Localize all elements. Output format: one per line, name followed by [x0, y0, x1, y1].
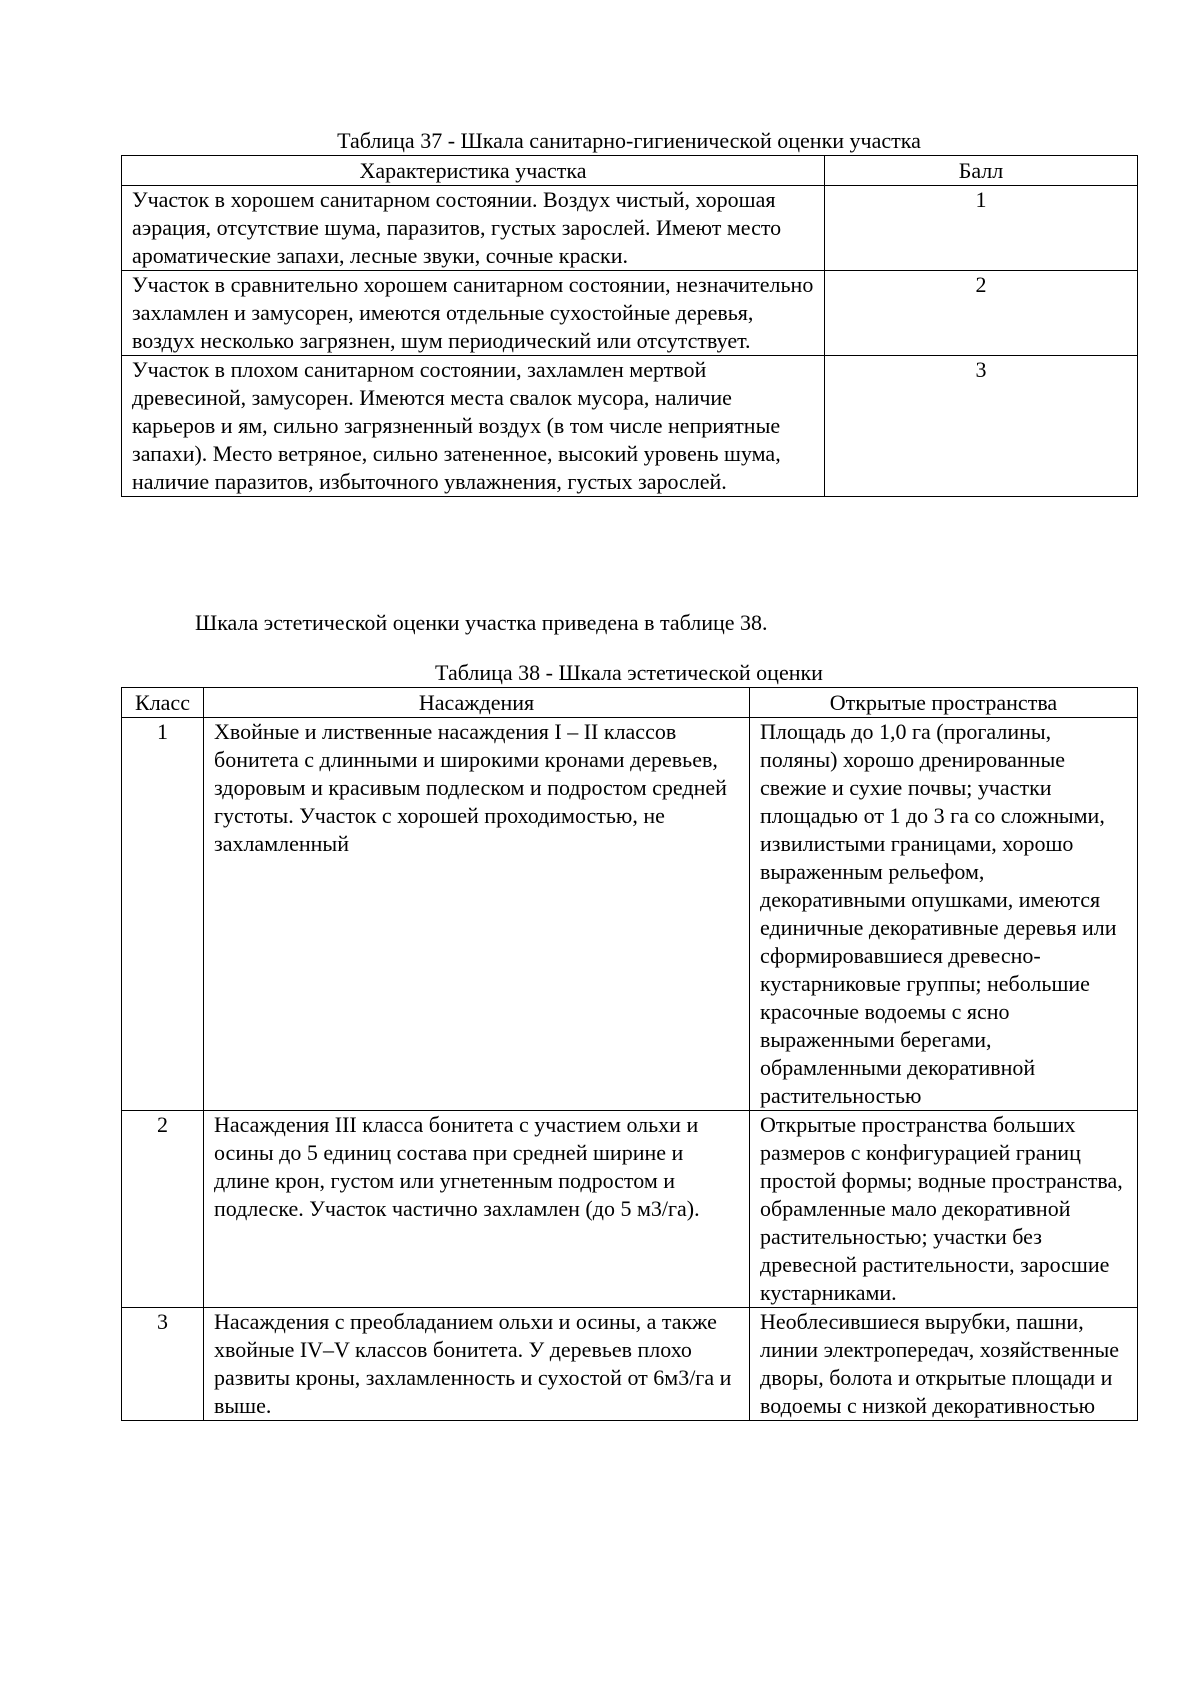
header-score: Балл — [825, 156, 1138, 186]
row-open-spaces: Открытые пространства больших размеров с конфигурацией границ простой формы; водные пространства, обрамленные мало декоративной растительностью; участки без древесной растительности, заросшие кустарниками. — [750, 1111, 1138, 1308]
row-score: 1 — [825, 186, 1138, 271]
table-header-row — [122, 688, 1138, 718]
sanitary-hygienic-scale-table — [121, 155, 1138, 497]
table-row — [122, 1308, 1138, 1421]
table38-caption: Таблица 38 - Шкала эстетической оценки — [435, 660, 823, 685]
row-plantings: Насаждения III класса бонитета с участием ольхи и осины до 5 единиц состава при средней ширине и длине крон, густом или угнетенным подростом и подлеске. Участок частично захламлен (до 5 м3/га). — [204, 1111, 750, 1308]
row-plantings: Насаждения с преобладанием ольхи и осины, а также хвойные IV–V классов бонитета. У деревьев плохо развиты кроны, захламленность и сухостой от 6м3/га и выше. — [204, 1308, 750, 1421]
body-paragraph: Шкала эстетической оценки участка приведена в таблице 38. — [195, 610, 768, 635]
row-score: 2 — [825, 271, 1138, 356]
header-open-spaces: Открытые пространства — [750, 688, 1138, 718]
header-class: Класс — [122, 688, 204, 718]
table-row — [122, 718, 1138, 1111]
row-open-spaces: Необлесившиеся вырубки, пашни, линии электропередач, хозяйственные дворы, болота и открытые площади и водоемы с низкой декоративностью — [750, 1308, 1138, 1421]
table-row — [122, 1111, 1138, 1308]
header-plantings: Насаждения — [204, 688, 750, 718]
row-class: 2 — [122, 1111, 204, 1308]
aesthetic-scale-table — [121, 687, 1138, 1421]
row-characteristic: Участок в сравнительно хорошем санитарном состоянии, незначительно захламлен и замусорен, имеются отдельные сухостойные деревья, воздух несколько загрязнен, шум периодический или отсутствует. — [122, 271, 825, 356]
row-score: 3 — [825, 356, 1138, 497]
row-class: 1 — [122, 718, 204, 1111]
row-characteristic: Участок в плохом санитарном состоянии, захламлен мертвой древесиной, замусорен. Имеются места свалок мусора, наличие карьеров и ям, сильно загрязненный воздух (в том числе неприятные запахи). Место ветряное, сильно затененное, высокий уровень шума, наличие паразитов, избыточного увлажнения, густых зарослей. — [122, 356, 825, 497]
table37-caption: Таблица 37 - Шкала санитарно-гигиенической оценки участка — [337, 128, 921, 153]
table-row — [122, 186, 1138, 271]
table-header-row — [122, 156, 1138, 186]
row-open-spaces: Площадь до 1,0 га (прогалины, поляны) хорошо дренированные свежие и сухие почвы; участки площадью от 1 до 3 га со сложными, извилистыми границами, хорошо выраженным рельефом, декоративными опушками, имеются единичные декоративные деревья или сформировавшиеся древесно-кустарниковые группы; небольшие красочные водоемы с ясно выраженными берегами, обрамленными декоративной растительностью — [750, 718, 1138, 1111]
row-plantings: Хвойные и лиственные насаждения I – II классов бонитета с длинными и широкими кронами деревьев, здоровым и красивым подлеском и подростом средней густоты. Участок с хорошей проходимостью, не захламленный — [204, 718, 750, 1111]
header-characteristic: Характеристика участка — [122, 156, 825, 186]
table-row — [122, 271, 1138, 356]
table-row — [122, 356, 1138, 497]
row-class: 3 — [122, 1308, 204, 1421]
row-characteristic: Участок в хорошем санитарном состоянии. Воздух чистый, хорошая аэрация, отсутствие шума, паразитов, густых зарослей. Имеют место ароматические запахи, лесные звуки, сочные краски. — [122, 186, 825, 271]
